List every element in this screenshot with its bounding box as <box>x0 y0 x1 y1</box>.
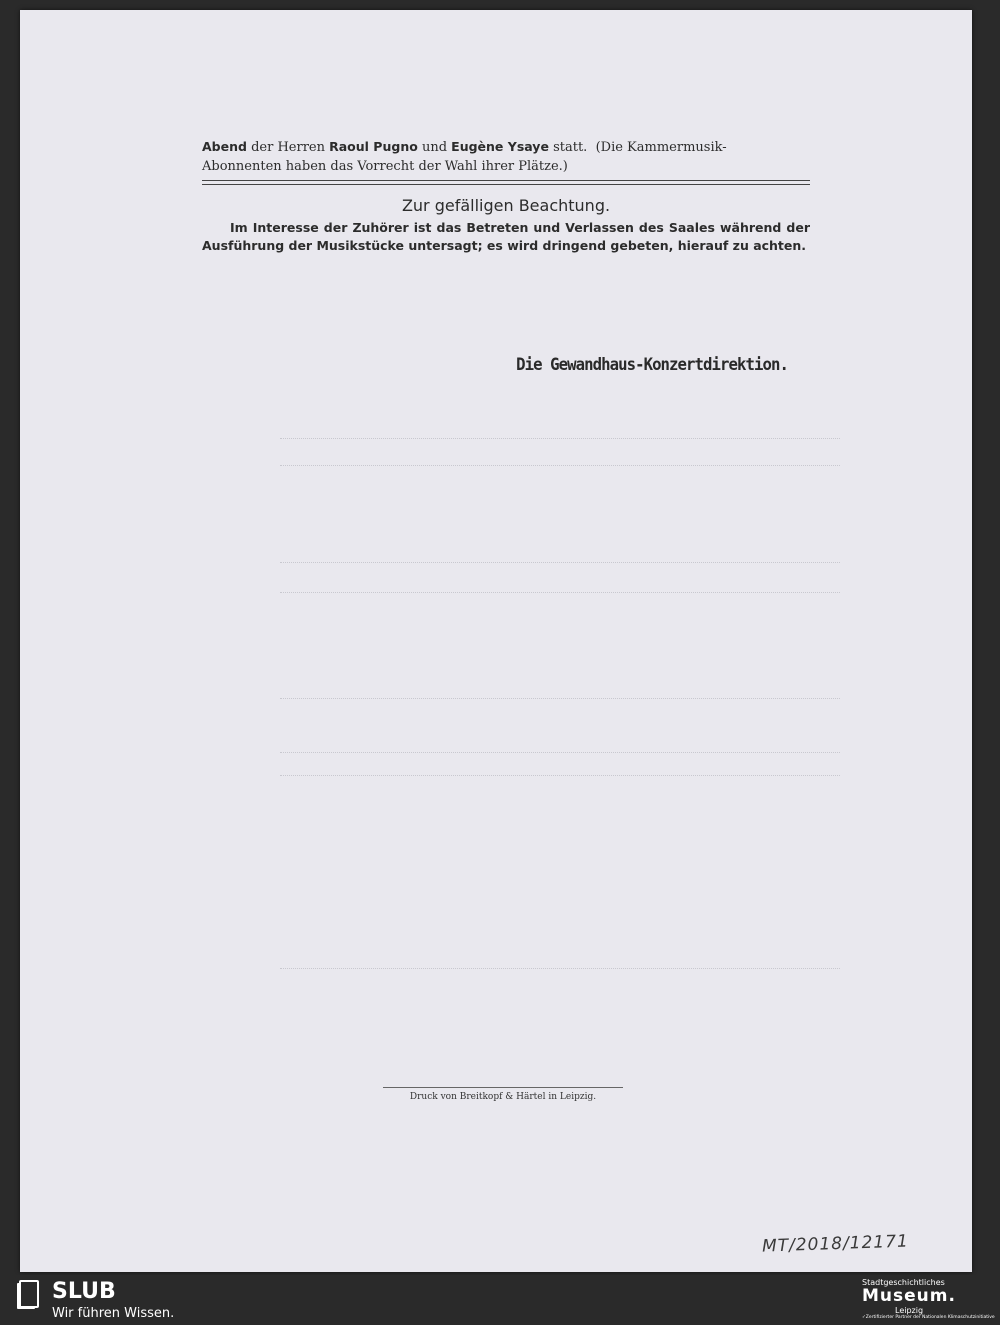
show-through-line <box>280 698 840 707</box>
printer-imprint: Druck von Breitkopf & Härtel in Leipzig. <box>409 1092 597 1102</box>
show-through-line <box>280 438 840 447</box>
signature: Die Gewandhaus-Konzertdirektion. <box>516 355 788 375</box>
note-paren-1: (Die Kammermusik- <box>595 140 727 155</box>
slub-tagline: Wir führen Wissen. <box>52 1306 175 1321</box>
museum-name: Museum. <box>862 1286 956 1306</box>
name-ysaye: Eugène Ysaye <box>451 139 549 154</box>
show-through-line <box>280 752 840 761</box>
name-pugno: Raoul Pugno <box>329 139 418 154</box>
show-through-line <box>280 775 840 784</box>
concert-note <box>202 137 812 176</box>
museum-certification: ✓Zertifizierter Partner der Nationalen Klimaschutzinitiative <box>862 1315 995 1320</box>
show-through-line <box>280 592 840 601</box>
text-der-herren: der Herren <box>251 140 325 155</box>
notice-title: Zur gefälligen Beachtung. <box>401 196 611 215</box>
double-rule <box>202 180 810 185</box>
museum-city: Leipzig <box>895 1306 924 1315</box>
show-through-line <box>280 968 840 977</box>
inventory-number: MT/2018/12171 <box>761 1231 910 1257</box>
notice-body: Im Interesse der Zuhörer ist das Betreten und Verlassen des Saales während der Ausführung der Musikstücke untersagt; es wird dringend gebeten, hierauf zu achten. <box>202 220 810 253</box>
show-through-line <box>280 562 840 571</box>
text-statt: statt. <box>553 140 588 155</box>
museum-logo[interactable] <box>862 1278 995 1321</box>
slub-name[interactable]: SLUB <box>52 1279 116 1304</box>
show-through-line <box>280 465 840 474</box>
museum-small-label: Stadtgeschichtliches <box>862 1278 945 1287</box>
printer-rule <box>383 1087 623 1088</box>
text-und: und <box>421 140 448 155</box>
note-paren-2: Abonnenten haben das Vorrecht der Wahl ihrer Plätze.) <box>202 159 568 174</box>
slub-logo-icon[interactable] <box>14 1279 40 1313</box>
footer-bar <box>0 1275 1000 1325</box>
word-abend: Abend <box>202 139 247 154</box>
